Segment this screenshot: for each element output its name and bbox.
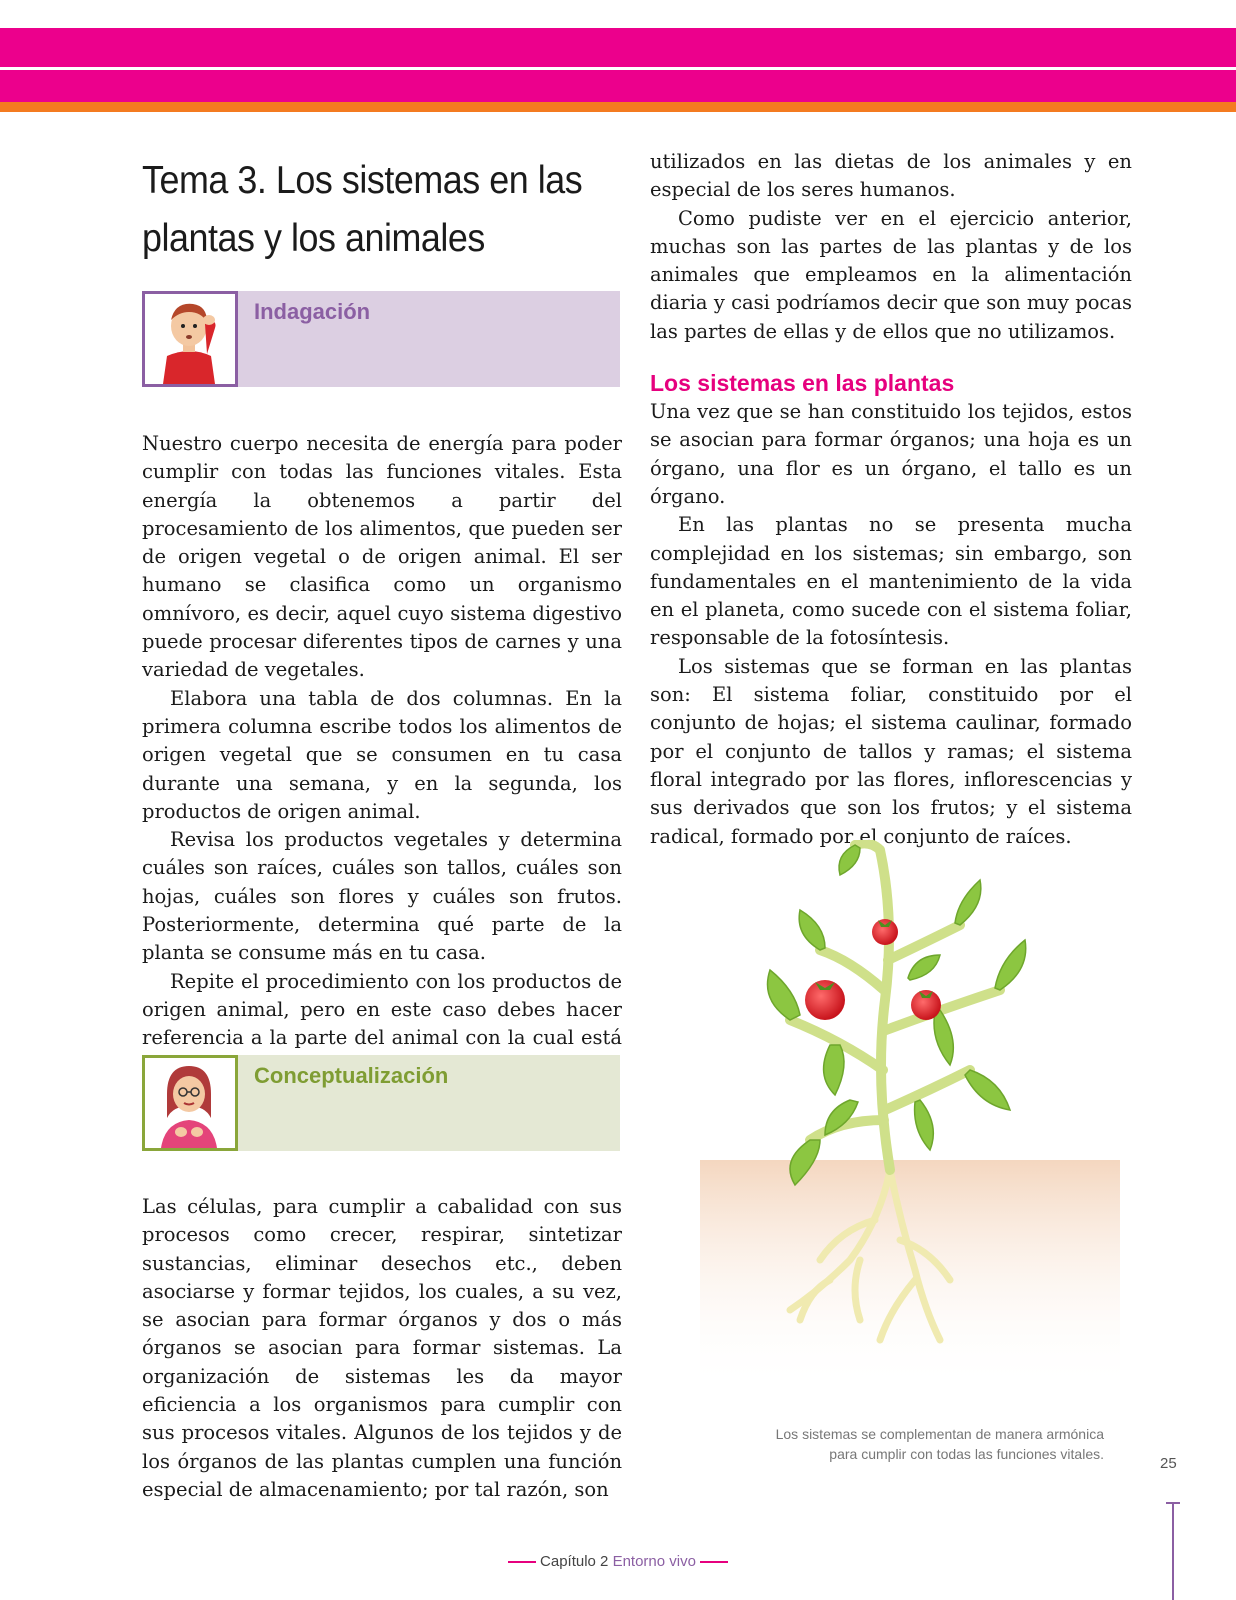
paragraph-revisa: Revisa los productos vegetales y determina cuáles son raíces, cuáles son tallos, cuáles son hojas, cuáles son flores y cuáles son frutos. Posteriormente, determina qué parte de la planta se consume más en tu casa. — [142, 828, 622, 965]
tomato-plant-illustration — [700, 840, 1120, 1400]
indagacion-section-header — [142, 283, 622, 391]
tomato-plant-icon — [700, 840, 1120, 1400]
paragraph-ejercicio: Como pudiste ver en el ejercicio anterior, muchas son las partes de las plantas y de los animales que empleamos en la alimentación diaria y casi podríamos decir que son muy pocas las partes de ellas y de ellos que no utilizamos. — [650, 206, 1132, 343]
paragraph-tabla: Elabora una tabla de dos columnas. En la primera columna escribe todos los alimentos de origen vegetal que se consumen en tu casa durante una semana, y en la segunda, los productos de origen animal. — [142, 686, 622, 823]
footer-dash-left — [508, 1561, 536, 1563]
right-column — [650, 148, 1132, 851]
paragraph-sistemas-lista: Los sistemas que se forman en las plantas son: El sistema foliar, constituido por el conjunto de hojas; el sistema caulinar, formado por el conjunto de tallos y ramas; el sistema floral integrado por las flores, inflorescencias y sus derivados que son los frutos; y el sistema radical, formado por el conjunto de raíces. — [650, 654, 1132, 848]
footer-chapter-name: Entorno vivo — [612, 1553, 696, 1570]
paragraph-repite: Repite el procedimiento con los productos de origen animal, pero en este caso debes hacer referencia a la parte del animal con la cual está — [142, 969, 622, 1050]
caption-line-1: Los sistemas se complementan de manera armónica — [775, 1426, 1104, 1442]
footer-chapter: Capítulo 2 — [540, 1553, 609, 1570]
indagacion-avatar — [142, 291, 238, 387]
section-heading-sistemas-plantas: Los sistemas en las plantas — [650, 370, 955, 397]
paragraph-energia: Nuestro cuerpo necesita de energía para poder cumplir con todas las funciones vitales. Esta energía la obtenemos a partir del procesamiento de los alimentos, que pueden ser de origen vegetal o de origen animal. El ser humano se clasifica como un organismo omnívoro, es decir, aquel cuyo sistema digestivo puede procesar diferentes tipos de carnes y una variedad de vegetales. — [142, 432, 622, 682]
header-band-lower — [0, 70, 1236, 102]
footer-dash-right — [700, 1561, 728, 1563]
caption-line-2: para cumplir con todas las funciones vitales. — [829, 1446, 1104, 1462]
paragraph-celulas: Las células, para cumplir a cabalidad con sus procesos como crecer, respirar, sintetizar sustancias, eliminar desechos etc., deben asociarse y formar tejidos, los cuales, a su vez, se asocian para formar órganos y dos o más órganos se asocian para formar sistemas. La organización de sistemas les da mayor eficiencia a los organismos para cumplir con sus procesos vitales. Algunos de los tejidos y de los órganos de las plantas cumplen una función especial de almacenamiento; por tal razón, son — [142, 1195, 622, 1501]
conceptualizacion-label: Conceptualización — [254, 1063, 449, 1088]
page-number: 25 — [1160, 1455, 1177, 1472]
page-rule — [1172, 1502, 1174, 1600]
left-column-concept — [142, 1193, 622, 1504]
conceptualizacion-section-header — [142, 1047, 622, 1155]
header-accent-stripe — [0, 102, 1236, 112]
paragraph-complejidad: En las plantas no se presenta mucha complejidad en los sistemas; sin embargo, son fundamentales en el mantenimiento de la vida en el planeta, como sucede con el sistema foliar, responsable de la fotosíntesis. — [650, 513, 1132, 650]
header-band — [0, 28, 1236, 67]
left-column-intro — [142, 430, 622, 1081]
paragraph-tejidos: Una vez que se han constituido los tejidos, estos se asocian para formar órganos; una hoja es un órgano, una flor es un órgano, el tallo es un órgano. — [650, 400, 1132, 508]
conceptualizacion-avatar — [142, 1055, 238, 1151]
page-title: Tema 3. Los sistemas en las plantas y los animales — [142, 159, 583, 260]
paragraph-dietas: utilizados en las dietas de los animales y en especial de los seres humanos. — [650, 150, 1132, 202]
indagacion-label: Indagación — [254, 299, 371, 324]
boy-thinking-icon — [145, 294, 235, 384]
footer — [0, 1553, 1236, 1570]
figure-caption — [720, 1424, 1104, 1464]
girl-with-glasses-icon — [145, 1058, 235, 1148]
